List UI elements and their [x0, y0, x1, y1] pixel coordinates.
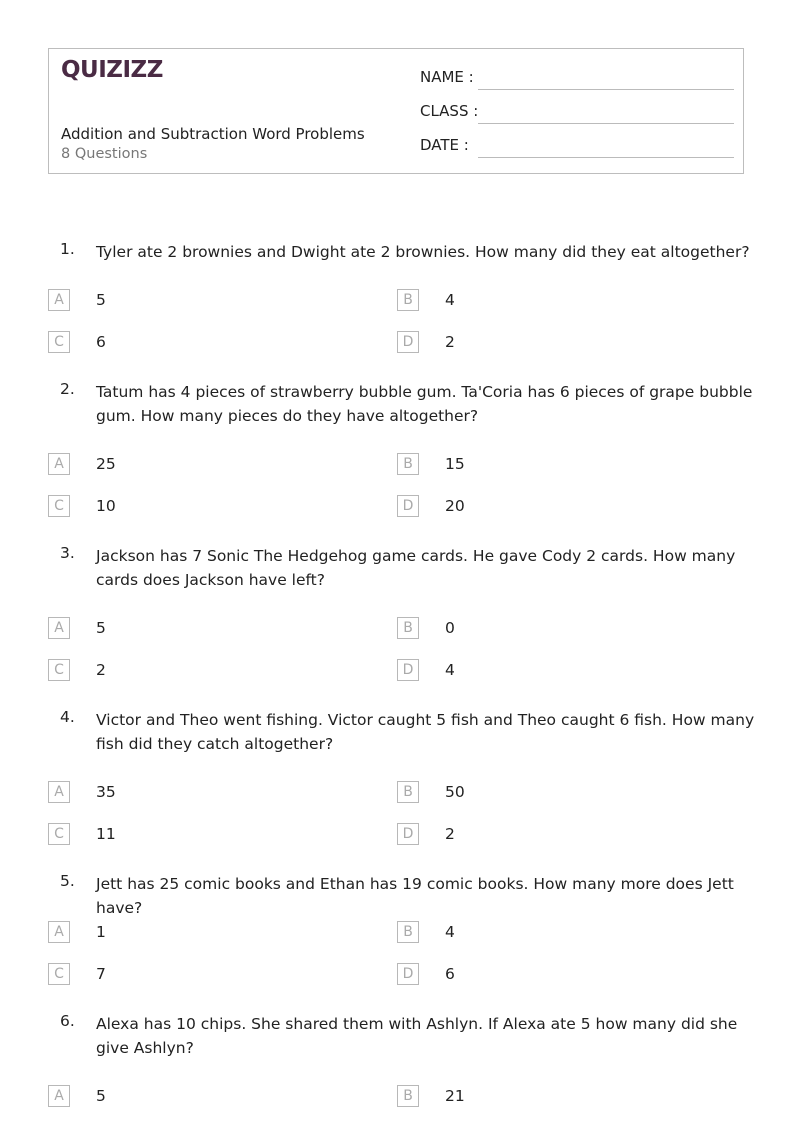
option-text: 0: [445, 619, 455, 637]
option-letter: A: [48, 289, 70, 311]
option-letter: C: [48, 659, 70, 681]
option-letter: B: [397, 781, 419, 803]
question-number: 4.: [60, 708, 75, 726]
option-letter: D: [397, 963, 419, 985]
option-letter: A: [48, 453, 70, 475]
question-text: Victor and Theo went fishing. Victor caught 5 fish and Theo caught 6 fish. How many fish did they catch altogether?: [96, 711, 755, 753]
name-field[interactable]: [420, 66, 734, 90]
class-line[interactable]: [478, 123, 734, 124]
question-text: Jett has 25 comic books and Ethan has 19 comic books. How many more does Jett have?: [96, 875, 734, 917]
option-letter: A: [48, 781, 70, 803]
name-line[interactable]: [478, 89, 734, 90]
date-label: DATE :: [420, 136, 469, 154]
question-number: 5.: [60, 872, 75, 890]
option-letter: A: [48, 921, 70, 943]
option-text: 4: [445, 923, 455, 941]
option-text: 7: [96, 965, 106, 983]
question-text: Tyler ate 2 brownies and Dwight ate 2 brownies. How many did they eat altogether?: [96, 243, 750, 261]
option-letter: B: [397, 1085, 419, 1107]
option-text: 4: [445, 661, 455, 679]
option-letter: C: [48, 331, 70, 353]
question-text: Alexa has 10 chips. She shared them with Ashlyn. If Alexa ate 5 how many did she give Ashlyn?: [96, 1015, 738, 1057]
option-text: 25: [96, 455, 116, 473]
option-text: 21: [445, 1087, 465, 1105]
option-text: 10: [96, 497, 116, 515]
class-field[interactable]: [420, 100, 734, 124]
option-letter: D: [397, 495, 419, 517]
option-text: 15: [445, 455, 465, 473]
question-number: 6.: [60, 1012, 75, 1030]
question-count: 8 Questions: [61, 146, 148, 162]
question-text: Tatum has 4 pieces of strawberry bubble gum. Ta'Coria has 6 pieces of grape bubble gum. How many pieces do they have altogether?: [96, 383, 753, 425]
class-label: CLASS :: [420, 102, 479, 120]
question-text: Jackson has 7 Sonic The Hedgehog game cards. He gave Cody 2 cards. How many cards does Jackson have left?: [96, 547, 736, 589]
quizizz-logo: QUIZIZZ: [61, 57, 163, 83]
option-letter: C: [48, 823, 70, 845]
option-letter: B: [397, 453, 419, 475]
option-letter: C: [48, 963, 70, 985]
option-text: 5: [96, 291, 106, 309]
date-field[interactable]: [420, 134, 734, 158]
option-letter: B: [397, 617, 419, 639]
option-text: 6: [445, 965, 455, 983]
option-text: 6: [96, 333, 106, 351]
option-letter: B: [397, 921, 419, 943]
option-letter: D: [397, 331, 419, 353]
option-text: 2: [445, 825, 455, 843]
question-number: 2.: [60, 380, 75, 398]
option-text: 1: [96, 923, 106, 941]
option-text: 50: [445, 783, 465, 801]
question-number: 1.: [60, 240, 75, 258]
option-letter: D: [397, 823, 419, 845]
option-text: 2: [445, 333, 455, 351]
option-letter: A: [48, 617, 70, 639]
option-text: 2: [96, 661, 106, 679]
option-letter: B: [397, 289, 419, 311]
option-text: 5: [96, 619, 106, 637]
worksheet-title: Addition and Subtraction Word Problems: [61, 125, 365, 143]
option-letter: A: [48, 1085, 70, 1107]
question-number: 3.: [60, 544, 75, 562]
date-line[interactable]: [478, 157, 734, 158]
option-letter: D: [397, 659, 419, 681]
option-text: 35: [96, 783, 116, 801]
option-text: 5: [96, 1087, 106, 1105]
worksheet-header: [48, 48, 744, 174]
option-text: 20: [445, 497, 465, 515]
option-letter: C: [48, 495, 70, 517]
option-text: 11: [96, 825, 116, 843]
option-text: 4: [445, 291, 455, 309]
name-label: NAME :: [420, 68, 474, 86]
